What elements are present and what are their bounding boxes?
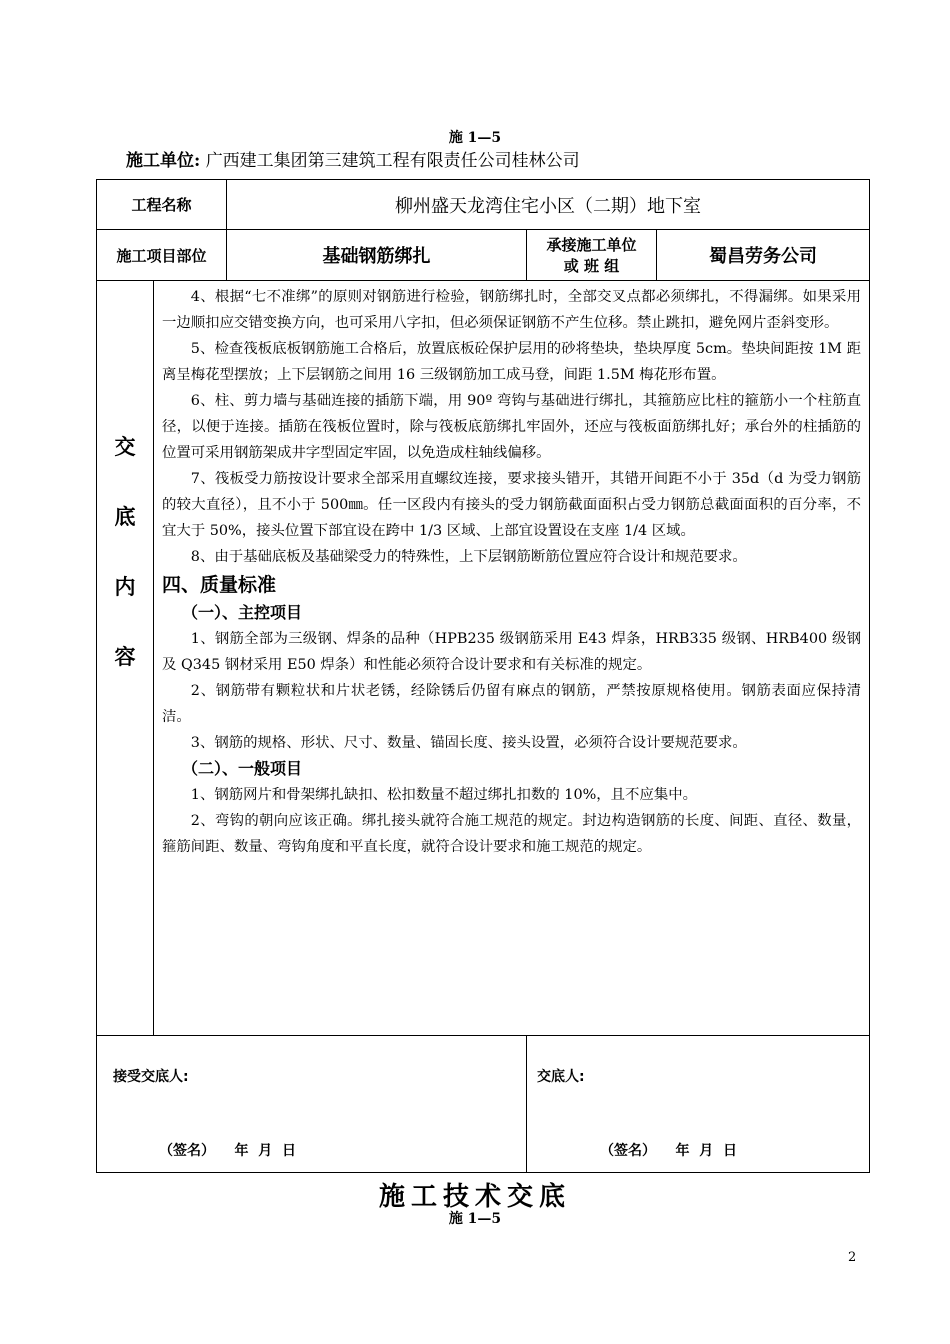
content-label-char: 交	[114, 435, 136, 459]
content-label-char: 内	[114, 575, 136, 599]
section-title-quality: 四、质量标准	[162, 574, 277, 596]
paragraph-4: 4、根据“七不准绑”的原则对钢筋进行检验，钢筋绑扎时，全部交叉点都必须绑扎，不得漏绑。如果采用一边顺扣应交错变换方向，也可采用八字扣，但必须保证钢筋不产生位移。禁止跳扣，避免网片歪斜变形。	[162, 289, 862, 331]
company-line	[126, 146, 580, 171]
company-name: 广西建工集团第三建筑工程有限责任公司桂林公司	[205, 151, 580, 171]
project-name-value: 柳州盛天龙湾住宅小区（二期）地下室	[227, 180, 870, 230]
disclosure-table	[96, 179, 870, 1173]
content-label-char: 容	[114, 645, 136, 669]
subsection-main-items: （一）、主控项目	[182, 603, 303, 622]
form-code-top: 施 1—5	[448, 130, 502, 146]
giver-signature-cell	[527, 1036, 870, 1173]
content-body	[154, 281, 870, 1036]
receiver-label: 接受交底人:	[113, 1069, 189, 1085]
receiver-signature-cell	[97, 1036, 527, 1173]
contractor-label-line2: 或 班 组	[563, 257, 620, 275]
paragraph-7: 7、筏板受力筋按设计要求全部采用直螺纹连接，要求接头错开，其错开间距不小于 35d（d 为受力钢筋的较大直径），且不小于 500㎜。任一区段内有接头的受力钢筋截面面积占受力钢筋总截面面积的百分率，不宜大于 50%，接头位置下部宜设在跨中 1/3 区域、上部宜设置设在支座 1/4 区域。	[162, 471, 862, 539]
receiver-sign-date: （签名） 年 月 日	[159, 1143, 296, 1159]
company-label: 施工单位:	[126, 151, 201, 171]
giver-sign-date: （签名） 年 月 日	[600, 1143, 738, 1159]
general-item-2: 2、弯钩的朝向应该正确。绑扎接头就符合施工规范的规定。封边构造钢筋的长度、间距、直径、数量，箍筋间距、数量、弯钩角度和平直长度，就符合设计要求和施工规范的规定。	[162, 813, 862, 855]
main-item-1: 1、钢筋全部为三级钢、焊条的品种（HPB235 级钢筋采用 E43 焊条，HRB335 级钢、HRB400 级钢及 Q345 钢材采用 E50 焊条）和性能必须符合设计要求和有关标准的规定。	[162, 631, 862, 673]
paragraph-8: 8、由于基础底板及基础梁受力的特殊性，上下层钢筋断筋位置应符合设计和规范要求。	[190, 549, 747, 565]
paragraph-6: 6、柱、剪力墙与基础连接的插筋下端，用 90º 弯钩与基础进行绑扎，其箍筋应比柱的箍筋小一个柱筋直径，以便于连接。插筋在筏板位置时，除与筏板底筋绑扎牢固外，还应与筏板面筋绑扎好；承台外的柱插筋的位置可采用钢筋架成井字型固定牢固，以免造成柱轴线偏移。	[162, 393, 862, 461]
project-name-label: 工程名称	[97, 180, 227, 230]
main-item-3: 3、钢筋的规格、形状、尺寸、数量、锚固长度、接头设置，必须符合设计要规范要求。	[190, 735, 747, 751]
form-code-bottom: 施 1—5	[448, 1211, 502, 1227]
giver-label: 交底人:	[537, 1069, 585, 1085]
subsection-general-items: （二）、一般项目	[182, 759, 303, 778]
document-title: 施工技术交底	[378, 1182, 571, 1212]
main-item-2: 2、钢筋带有颗粒状和片状老锈，经除锈后仍留有麻点的钢筋，严禁按原规格使用。钢筋表面应保持清洁。	[162, 683, 862, 725]
general-item-1: 1、钢筋网片和骨架绑扎缺扣、松扣数量不超过绑扎扣数的 10%，且不应集中。	[190, 787, 698, 803]
part-label: 施工项目部位	[97, 230, 227, 281]
contractor-label-line1: 承接施工单位	[546, 236, 637, 254]
content-label-char: 底	[114, 505, 136, 529]
contractor-value: 蜀昌劳务公司	[657, 230, 870, 281]
content-label	[97, 281, 154, 1036]
part-value: 基础钢筋绑扎	[227, 230, 527, 281]
page-number: 2	[848, 1250, 857, 1265]
paragraph-5: 5、检查筏板底板钢筋施工合格后，放置底板砼保护层用的砂将垫块，垫块厚度 5cm。垫块间距按 1M 距离呈梅花型摆放；上下层钢筋之间用 16 三级钢筋加工成马登，间距 1.5M 梅花形布置。	[162, 341, 862, 383]
contractor-label	[527, 230, 657, 281]
